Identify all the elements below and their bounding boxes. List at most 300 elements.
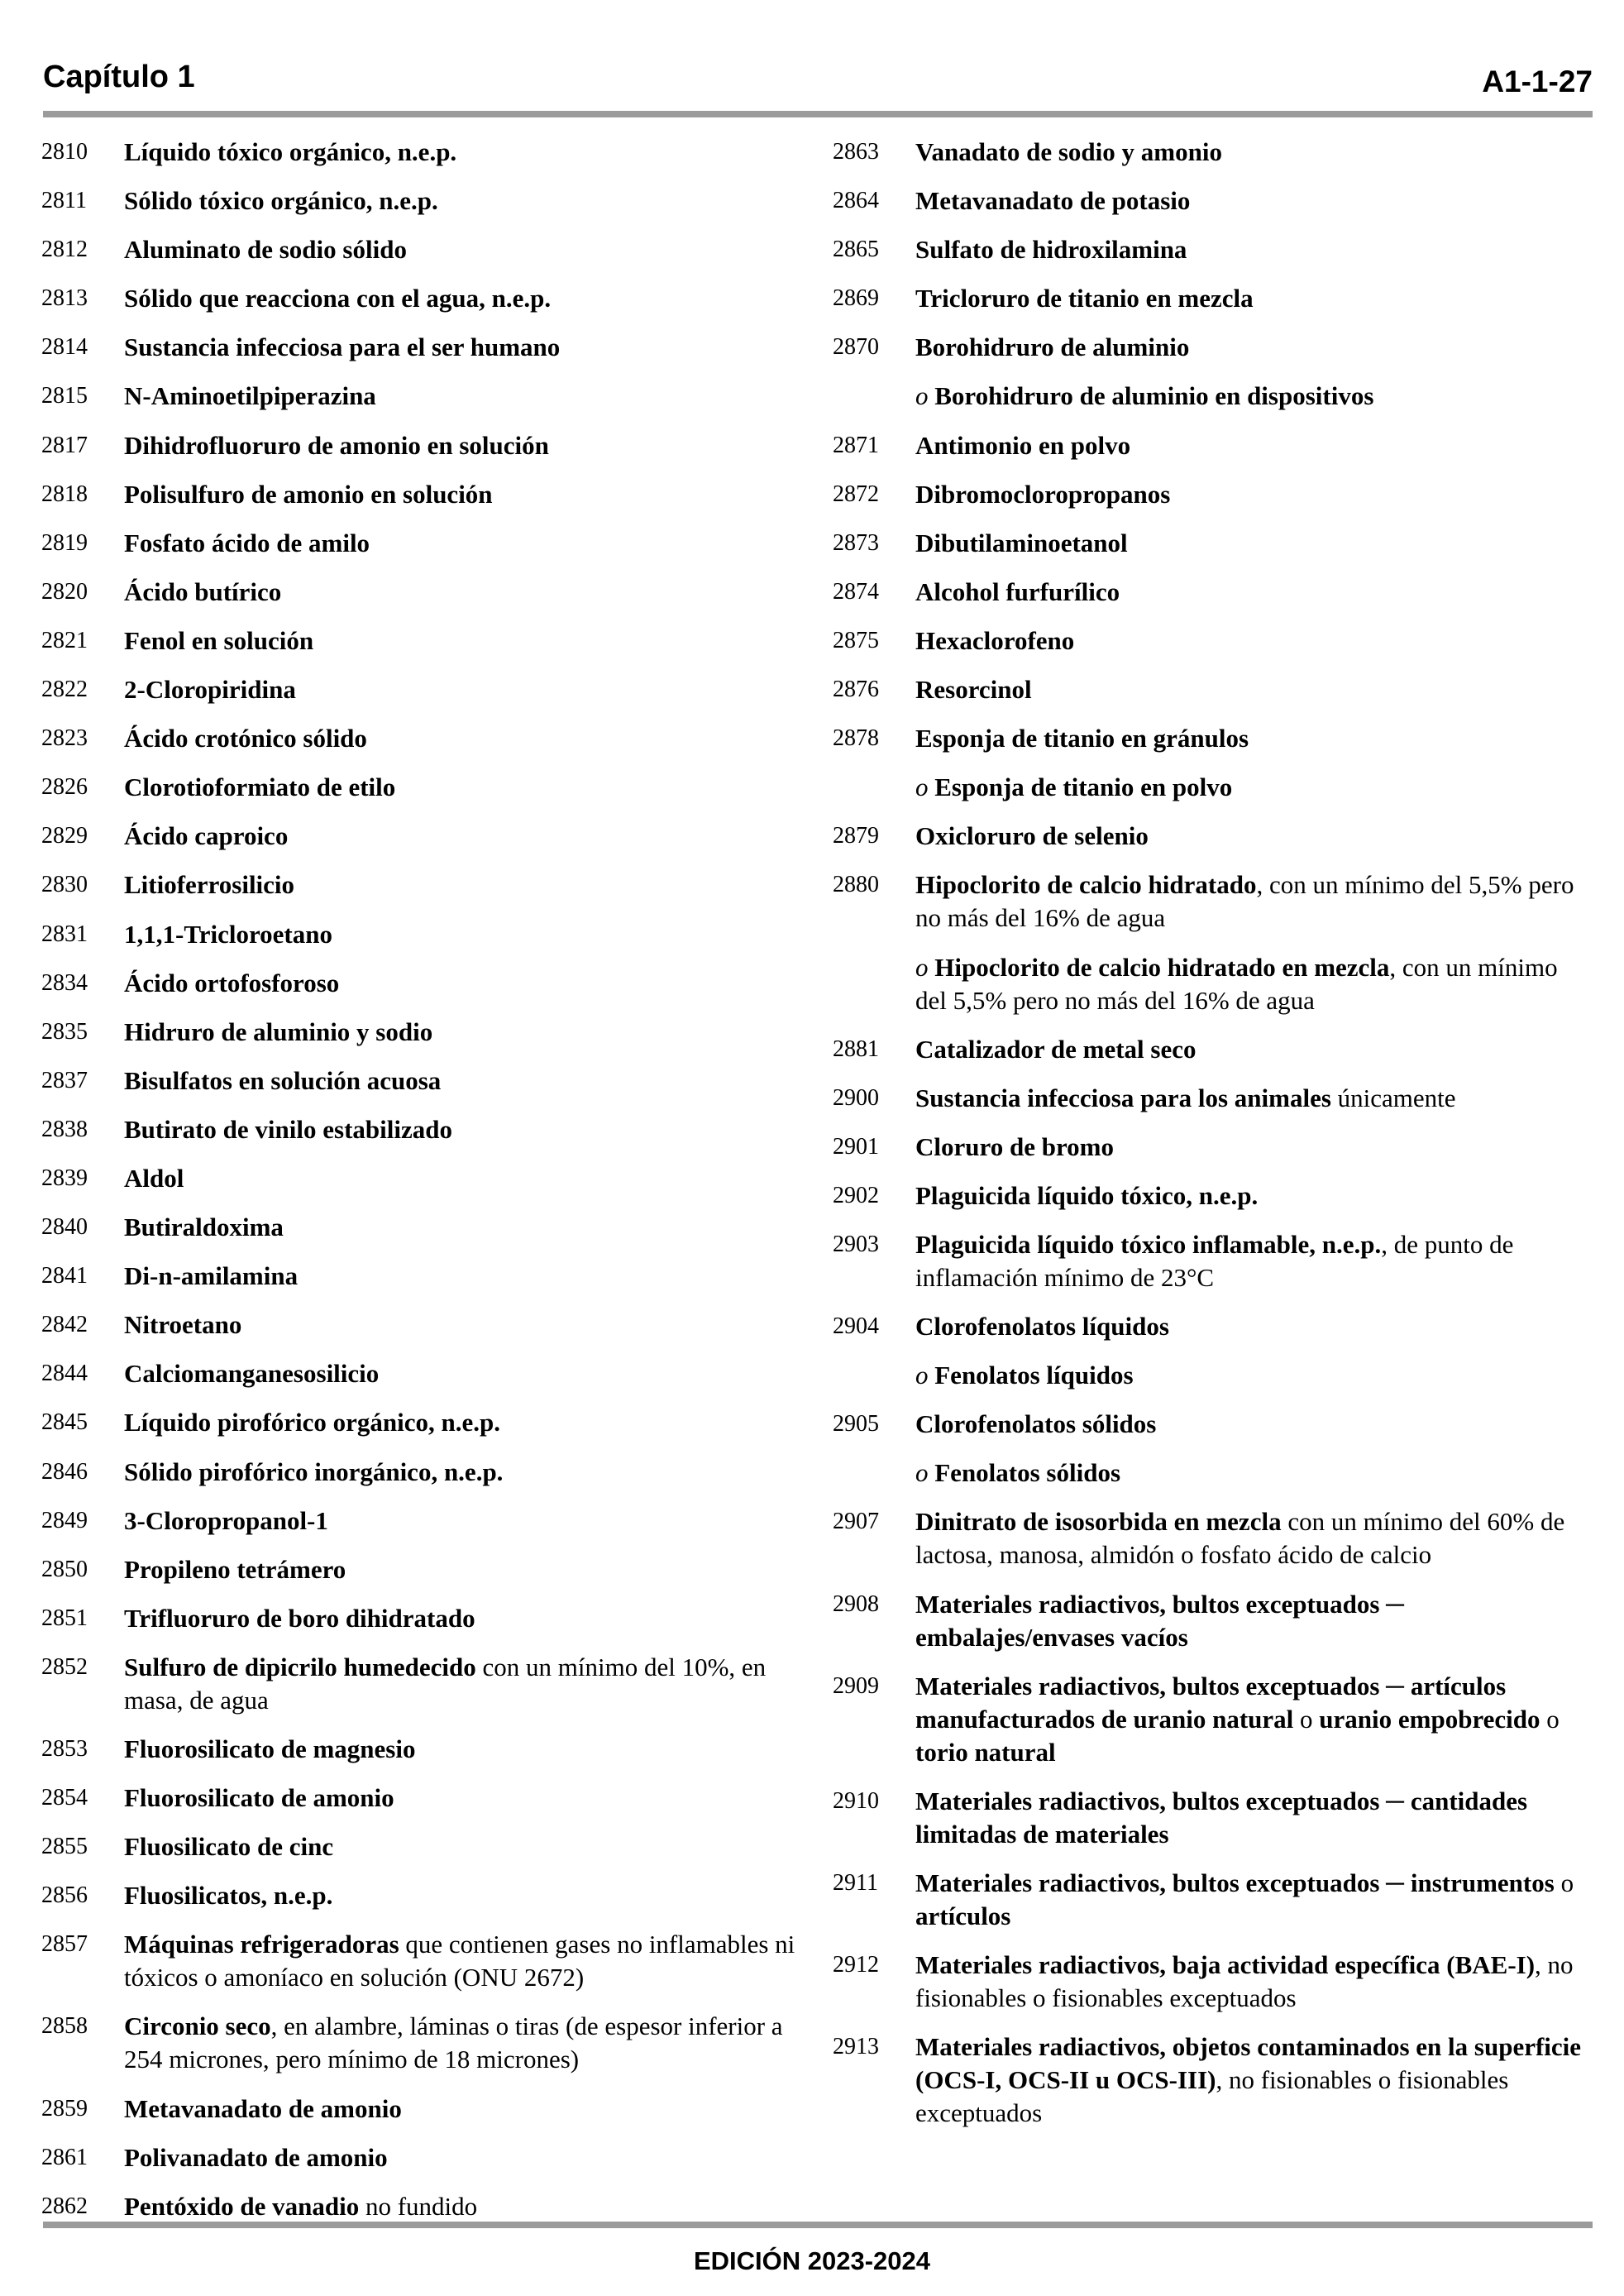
un-number: 2840 [41, 1214, 88, 1241]
entry-text [915, 771, 1593, 804]
un-entry [833, 771, 1593, 804]
substance-name: Esponja de titanio en gránulos [915, 724, 1249, 753]
un-entry [41, 233, 810, 266]
substance-name: 3-Cloropropanol-1 [124, 1505, 328, 1535]
substance-name: Fenolatos líquidos [934, 1361, 1134, 1390]
footer-rule [43, 2222, 1593, 2228]
un-entry [41, 1504, 810, 1538]
substance-qualifier: , con un mínimo del 5,5% pero no más del 16% de agua [915, 952, 1558, 1015]
un-number: 2909 [833, 1672, 879, 1699]
entry-text [915, 380, 1593, 413]
entry-text [915, 527, 1593, 560]
un-number: 2838 [41, 1116, 88, 1142]
un-entry [833, 1228, 1593, 1294]
substance-name: torio natural [915, 1737, 1056, 1767]
un-entry [833, 624, 1593, 658]
substance-name: Butirato de vinilo estabilizado [124, 1114, 452, 1144]
substance-name: Hexaclorofeno [915, 625, 1075, 655]
connector-text: o [1554, 1868, 1574, 1897]
un-entry [41, 918, 810, 951]
substance-name: Fluosilicatos, n.e.p. [124, 1881, 333, 1911]
substance-name: Clorotioformiato de etilo [124, 773, 396, 802]
un-number: 2851 [41, 1605, 88, 1631]
substance-name: Sólido tóxico orgánico, n.e.p. [124, 186, 438, 216]
substance-name: Calciomanganesosilicio [124, 1359, 380, 1389]
entry-text [915, 1082, 1593, 1115]
un-number: 2865 [833, 237, 879, 263]
substance-name: Ácido crotónico sólido [124, 724, 367, 753]
substance-name: Sólido pirofórico inorgánico, n.e.p. [124, 1457, 504, 1486]
un-number: 2881 [833, 1036, 879, 1062]
entry-text [915, 1505, 1593, 1571]
un-entry [41, 1260, 810, 1293]
un-entry [833, 331, 1593, 364]
un-number: 2835 [41, 1018, 88, 1045]
entry-text [915, 1867, 1593, 1933]
entry-text [915, 820, 1593, 853]
entry-text [124, 136, 810, 169]
substance-name: Fluorosilicato de magnesio [124, 1734, 416, 1763]
un-entry [41, 1879, 810, 1912]
un-number: 2826 [41, 774, 88, 801]
un-entry [41, 1308, 810, 1342]
un-entry [833, 1670, 1593, 1769]
un-entry [41, 2093, 810, 2126]
un-number: 2856 [41, 1882, 88, 1909]
entry-text [124, 673, 810, 706]
entry-text [124, 2093, 810, 2126]
un-number: 2839 [41, 1165, 88, 1191]
entry-text [124, 1456, 810, 1489]
entry-text [124, 1064, 810, 1098]
un-entry [41, 478, 810, 511]
entry-text [915, 868, 1593, 935]
entry-text [124, 1308, 810, 1342]
entry-text [915, 136, 1593, 169]
substance-name: Sólido que reacciona con el agua, n.e.p. [124, 284, 552, 313]
un-entry [833, 1310, 1593, 1343]
left-column [41, 136, 810, 2239]
un-number: 2837 [41, 1067, 88, 1093]
substance-qualifier: , en alambre, láminas o tiras (de espesor inferior a 254 micrones, pero mínimo de 18 micrones) [124, 2011, 783, 2074]
entry-text [124, 233, 810, 266]
un-entry [833, 1785, 1593, 1851]
un-entry [833, 1457, 1593, 1490]
un-entry [41, 1016, 810, 1049]
substance-name: Clorofenolatos líquidos [915, 1312, 1169, 1342]
substance-name: Circonio seco [124, 2011, 271, 2041]
un-number: 2849 [41, 1507, 88, 1533]
un-number: 2817 [41, 432, 88, 458]
un-number: 2913 [833, 2034, 879, 2059]
un-number: 2823 [41, 725, 88, 752]
substance-name: Propileno tetrámero [124, 1554, 346, 1584]
un-entry [41, 1211, 810, 1244]
un-entry [41, 868, 810, 902]
substance-name: Fenolatos sólidos [934, 1458, 1121, 1488]
un-entry [41, 282, 810, 315]
entry-text [124, 1211, 810, 1244]
entry-text [124, 1162, 810, 1195]
substance-qualifier: no fundido [359, 2191, 478, 2221]
un-number: 2870 [833, 334, 879, 361]
substance-name: Materiales radiactivos, bultos exceptuados ─ artículos manufacturados de uranio natural [915, 1671, 1507, 1734]
substance-name: Máquinas refrigeradoras [124, 1930, 399, 1959]
un-entry [41, 967, 810, 1000]
substance-qualifier: que contienen gases no inflamables ni tóxicos o amoníaco en solución (ONU 2672) [124, 1930, 795, 1992]
un-number: 2864 [833, 188, 879, 214]
un-entry [41, 184, 810, 218]
un-number: 2901 [833, 1133, 879, 1160]
entry-text [124, 1357, 810, 1390]
entry-text [915, 722, 1593, 755]
substance-name: Dinitrato de isosorbida en mezcla [915, 1507, 1282, 1537]
entry-text [124, 2190, 810, 2223]
un-entry [833, 380, 1593, 413]
un-entry [833, 1131, 1593, 1164]
un-entry [833, 184, 1593, 218]
un-number: 2907 [833, 1509, 879, 1535]
un-entry [833, 820, 1593, 853]
substance-name: Sustancia infecciosa para los animales [915, 1083, 1331, 1112]
un-entry [833, 1408, 1593, 1441]
entry-text [124, 1782, 810, 1815]
un-number: 2829 [41, 823, 88, 849]
un-entry [41, 1928, 810, 1994]
entry-text [124, 429, 810, 462]
un-number: 2878 [833, 725, 879, 752]
substance-name: Fluorosilicato de amonio [124, 1783, 394, 1813]
entry-text [124, 380, 810, 413]
entry-text [915, 1310, 1593, 1343]
entry-text [915, 673, 1593, 706]
page-header [43, 60, 1593, 109]
substance-name: Metavanadato de potasio [915, 186, 1191, 216]
entry-text [124, 1830, 810, 1863]
entry-text [124, 576, 810, 609]
un-entry [41, 1651, 810, 1717]
entry-text [915, 951, 1593, 1017]
un-entry [41, 1733, 810, 1766]
un-entry [41, 820, 810, 853]
un-entry [41, 2010, 810, 2076]
substance-name: Materiales radiactivos, bultos exceptuados ─ instrumentos [915, 1868, 1555, 1897]
substance-name: Clorofenolatos sólidos [915, 1409, 1157, 1439]
substance-name: Butiraldoxima [124, 1213, 284, 1242]
entry-text [124, 1553, 810, 1586]
un-entry [41, 1553, 810, 1586]
substance-name: Materiales radiactivos, bultos exceptuados ─ embalajes/envases vacíos [915, 1589, 1405, 1652]
entry-text [915, 2031, 1593, 2130]
un-number: 2811 [41, 188, 87, 214]
entry-text [124, 1260, 810, 1293]
un-entry [41, 1064, 810, 1098]
substance-name: Borohidruro de aluminio [915, 332, 1190, 362]
substance-name: Aluminato de sodio sólido [124, 235, 407, 265]
un-entry [833, 1505, 1593, 1571]
substance-name: Bisulfatos en solución acuosa [124, 1065, 442, 1095]
substance-qualifier: con un mínimo del 60% de lactosa, manosa, almidón o fosfato ácido de calcio [915, 1507, 1565, 1570]
un-entry [833, 527, 1593, 560]
entry-text [124, 820, 810, 853]
substance-name: Borohidruro de aluminio en dispositivos [934, 381, 1374, 411]
substance-name: Líquido pirofórico orgánico, n.e.p. [124, 1408, 500, 1437]
un-number: 2842 [41, 1312, 88, 1338]
un-number: 2869 [833, 285, 879, 312]
connector-text: o [1293, 1704, 1320, 1734]
substance-name: Ácido butírico [124, 576, 282, 606]
substance-name: Materiales radiactivos, objetos contaminados en la superficie (OCS-I, OCS-II u OCS-III) [915, 2032, 1582, 2094]
un-entry [833, 478, 1593, 511]
un-number: 2862 [41, 2193, 88, 2219]
un-number: 2846 [41, 1458, 88, 1485]
substance-name: Litioferrosilicio [124, 870, 295, 900]
substance-name: Hipoclorito de calcio hidratado [915, 870, 1257, 900]
un-entry [41, 576, 810, 609]
entry-text [915, 1408, 1593, 1441]
entry-text [915, 1033, 1593, 1066]
substance-name: uranio empobrecido [1319, 1704, 1540, 1734]
un-entry [833, 576, 1593, 609]
un-number: 2879 [833, 823, 879, 849]
entry-text [915, 1131, 1593, 1164]
substance-name: Ácido caproico [124, 821, 289, 851]
un-number: 2818 [41, 481, 88, 507]
un-number: 2875 [833, 627, 879, 653]
substance-qualifier: con un mínimo del 10%, en masa, de agua [124, 1652, 767, 1715]
un-number: 2831 [41, 921, 88, 947]
un-entry [833, 1867, 1593, 1933]
entry-text [124, 1602, 810, 1635]
substance-name: Pentóxido de vanadio [124, 2191, 360, 2221]
un-number: 2820 [41, 578, 88, 605]
un-entry [41, 527, 810, 560]
entry-text [124, 722, 810, 755]
un-entry [41, 722, 810, 755]
un-number: 2855 [41, 1834, 88, 1860]
un-entry [41, 429, 810, 462]
substance-name: Polivanadato de amonio [124, 2142, 388, 2172]
un-number: 2880 [833, 872, 879, 898]
substance-name: Fluosilicato de cinc [124, 1832, 334, 1862]
un-entry [833, 951, 1593, 1017]
substance-name: Polisulfuro de amonio en solución [124, 479, 493, 509]
un-number: 2830 [41, 872, 88, 898]
entry-text [124, 331, 810, 364]
un-number: 2858 [41, 2013, 88, 2040]
entry-text [124, 282, 810, 315]
substance-name: Dihidrofluoruro de amonio en solución [124, 430, 549, 460]
connector-text: o [1540, 1704, 1560, 1734]
un-entry [41, 1406, 810, 1439]
entry-text [915, 478, 1593, 511]
substance-name: Antimonio en polvo [915, 430, 1131, 460]
un-entry [833, 136, 1593, 169]
substance-name: Hipoclorito de calcio hidratado en mezcla [934, 952, 1390, 982]
un-number: 2903 [833, 1231, 879, 1257]
un-number: 2872 [833, 481, 879, 507]
un-number: 2812 [41, 237, 88, 263]
un-number: 2902 [833, 1182, 879, 1208]
un-number: 2813 [41, 285, 88, 312]
un-entry [833, 1033, 1593, 1066]
substance-name: Esponja de titanio en polvo [934, 773, 1233, 802]
substance-qualifier: , con un mínimo del 5,5% pero no más del 16% de agua [915, 870, 1574, 933]
edition-footer: EDICIÓN 2023-2024 [693, 2246, 931, 2275]
entry-text [915, 1785, 1593, 1851]
entry-text [915, 1457, 1593, 1490]
un-entry [41, 1602, 810, 1635]
un-entry [833, 722, 1593, 755]
substance-name: N-Aminoetilpiperazina [124, 381, 376, 411]
substance-name: Líquido tóxico orgánico, n.e.p. [124, 137, 457, 166]
substance-name: 2-Cloropiridina [124, 675, 296, 705]
substance-name: Fosfato ácido de amilo [124, 528, 370, 557]
entry-text [124, 624, 810, 658]
substance-name: Nitroetano [124, 1310, 242, 1340]
un-entry [41, 1830, 810, 1863]
substance-name: Vanadato de sodio y amonio [915, 137, 1222, 166]
un-entry [833, 429, 1593, 462]
un-entry [41, 771, 810, 804]
un-entry [833, 1082, 1593, 1115]
entry-text [124, 1113, 810, 1146]
un-number: 2819 [41, 529, 88, 556]
un-number: 2859 [41, 2095, 88, 2121]
entry-text [915, 282, 1593, 315]
entry-text [915, 184, 1593, 218]
un-entry [833, 1588, 1593, 1654]
entry-text [124, 478, 810, 511]
entry-text [124, 1879, 810, 1912]
un-entry [41, 380, 810, 413]
un-number: 2874 [833, 578, 879, 605]
un-entry [833, 2031, 1593, 2130]
substance-name: Resorcinol [915, 675, 1032, 705]
header-rule [43, 111, 1593, 117]
entry-text [124, 1016, 810, 1049]
chapter-title: Capítulo 1 [43, 60, 195, 94]
substance-name: Metavanadato de amonio [124, 2093, 402, 2123]
alternative-marker: o [915, 1361, 935, 1390]
substance-name: Trifluoruro de boro dihidratado [124, 1603, 475, 1633]
un-number: 2873 [833, 529, 879, 556]
alternative-marker: o [915, 1458, 935, 1488]
substance-qualifier: , no fisionables o fisionables exceptuados [915, 2065, 1509, 2127]
un-number: 2810 [41, 139, 88, 165]
un-number: 2910 [833, 1787, 879, 1814]
right-column [833, 136, 1593, 2145]
substance-name: artículos [915, 1901, 1011, 1930]
entry-text [915, 576, 1593, 609]
un-number: 2854 [41, 1785, 88, 1811]
un-entry [833, 1359, 1593, 1392]
un-number: 2814 [41, 334, 88, 361]
un-number: 2853 [41, 1736, 88, 1762]
un-number: 2852 [41, 1653, 88, 1680]
entry-text [915, 429, 1593, 462]
un-entry [41, 2190, 810, 2223]
entry-text [915, 233, 1593, 266]
un-number: 2905 [833, 1411, 879, 1437]
entry-text [124, 2010, 810, 2076]
substance-name: Sustancia infecciosa para el ser humano [124, 332, 561, 362]
un-entry [41, 673, 810, 706]
un-number: 2912 [833, 1951, 879, 1978]
entry-text [915, 1179, 1593, 1213]
substance-qualifier: , no fisionables o fisionables exceptuados [915, 1949, 1574, 2012]
alternative-marker: o [915, 773, 935, 802]
entry-text [915, 1359, 1593, 1392]
substance-name: Hidruro de aluminio y sodio [124, 1016, 433, 1046]
un-number: 2841 [41, 1263, 88, 1289]
un-entry [41, 1113, 810, 1146]
substance-name: Sulfato de hidroxilamina [915, 235, 1187, 265]
entry-text [915, 1228, 1593, 1294]
un-entry [41, 2141, 810, 2174]
substance-qualifier: únicamente [1330, 1083, 1456, 1112]
entry-text [124, 771, 810, 804]
substance-name: Alcohol furfurílico [915, 576, 1120, 606]
entry-text [915, 1670, 1593, 1769]
entry-text [915, 331, 1593, 364]
substance-name: Fenol en solución [124, 625, 314, 655]
substance-name: Dibromocloropropanos [915, 479, 1171, 509]
un-entry [41, 1162, 810, 1195]
entry-text [124, 184, 810, 218]
un-entry [41, 1456, 810, 1489]
entry-text [124, 1928, 810, 1994]
un-entry [41, 1357, 810, 1390]
un-number: 2871 [833, 432, 879, 458]
un-entry [833, 1949, 1593, 2015]
substance-name: Dibutilaminoetanol [915, 528, 1128, 557]
substance-name: Di-n-amilamina [124, 1261, 299, 1291]
un-number: 2845 [41, 1409, 88, 1436]
entry-text [124, 967, 810, 1000]
un-number: 2876 [833, 677, 879, 703]
entry-text [124, 1733, 810, 1766]
un-number: 2900 [833, 1084, 879, 1111]
substance-name: Cloruro de bromo [915, 1131, 1114, 1161]
substance-name: Materiales radiactivos, bultos exceptuados ─ cantidades limitadas de materiales [915, 1786, 1528, 1849]
entry-text [124, 1651, 810, 1717]
un-number: 2861 [41, 2144, 88, 2170]
entry-text [124, 868, 810, 902]
un-entry [41, 331, 810, 364]
un-entry [833, 282, 1593, 315]
entry-text [124, 1504, 810, 1538]
un-number: 2863 [833, 139, 879, 165]
entry-text [915, 1949, 1593, 2015]
substance-qualifier: , de punto de inflamación mínimo de 23°C [915, 1229, 1514, 1292]
substance-name: Catalizador de metal seco [915, 1034, 1197, 1064]
entry-text [915, 1588, 1593, 1654]
un-entry [833, 233, 1593, 266]
un-number: 2822 [41, 677, 88, 703]
un-number: 2857 [41, 1931, 88, 1958]
un-number: 2911 [833, 1869, 878, 1896]
un-entry [833, 673, 1593, 706]
entry-text [124, 1406, 810, 1439]
substance-name: Ácido ortofosforoso [124, 968, 340, 997]
un-number: 2834 [41, 969, 88, 996]
alternative-marker: o [915, 381, 935, 411]
entry-text [124, 527, 810, 560]
un-number: 2904 [833, 1313, 879, 1340]
alternative-marker: o [915, 952, 935, 982]
substance-name: Tricloruro de titanio en mezcla [915, 284, 1254, 313]
